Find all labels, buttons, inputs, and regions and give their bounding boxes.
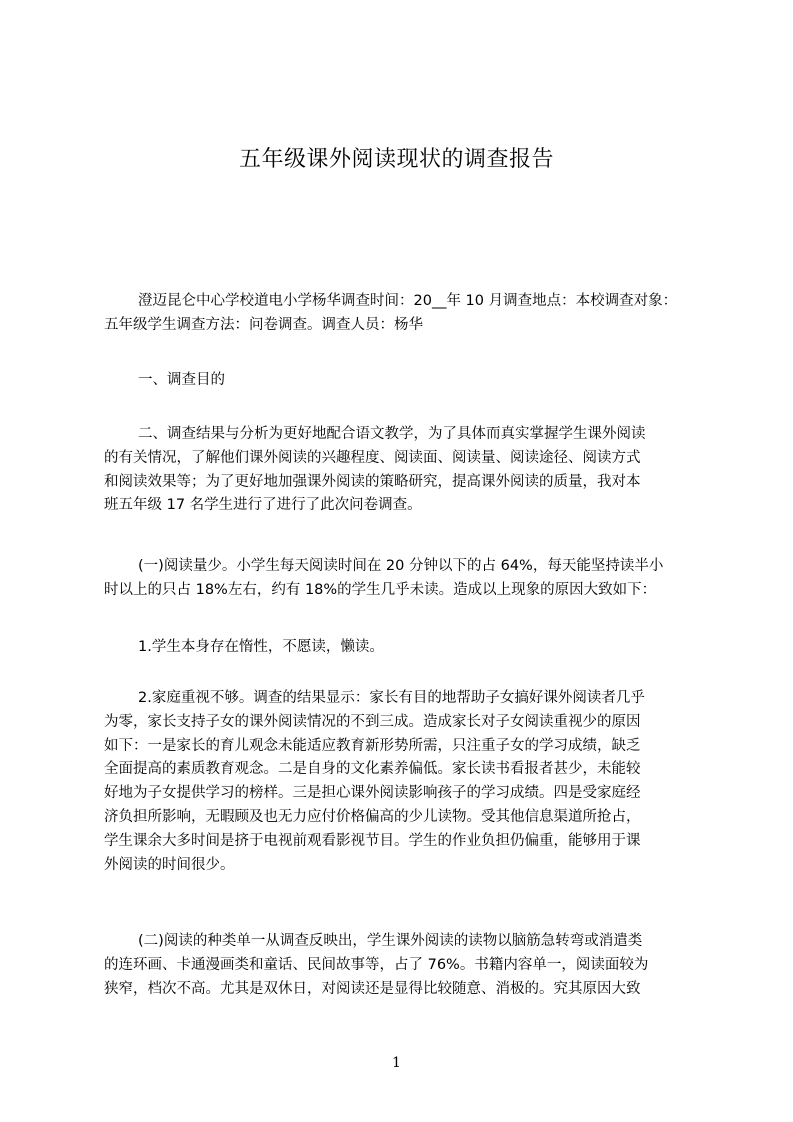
point-one-paragraph <box>104 636 714 660</box>
section-heading-purpose <box>104 369 714 393</box>
paragraph-line: 1.学生本身存在惰性，不愿读，懒读。 <box>138 639 384 655</box>
paragraph-line: (一)阅读量少。小学生每天阅读时间在 20 分钟以下的占 64%，每天能坚持读半小 <box>138 558 664 574</box>
paragraph-line: 的有关情况，了解他们课外阅读的兴趣程度、阅读面、阅读量、阅读途径、阅读方式 <box>104 449 641 466</box>
paragraph-line: 2.家庭重视不够。调查的结果显示：家长有目的地帮助子女搞好课外阅读者几乎 <box>138 690 645 706</box>
paragraph-line: 的连环画、卡通漫画类和童话、民间故事等，占了 76%。书籍内容单一，阅读面较为 <box>104 956 649 973</box>
paragraph-line: 济负担所影响，无暇顾及也无力应付价格偏高的少儿读物。受其他信息渠道所抢占， <box>104 808 641 825</box>
results-paragraph <box>104 423 714 518</box>
paragraph-line: 和阅读效果等；为了更好地加强课外阅读的策略研究，提高课外阅读的质量，我对本 <box>104 473 641 490</box>
paragraph-line: 学生课余大多时间是挤于电视前观看影视节目。学生的作业负担仍偏重，能够用于课 <box>104 832 641 849</box>
paragraph-line: 时以上的只占 18%左右，约有 18%的学生几乎未读。造成以上现象的原因大致如下： <box>104 581 657 598</box>
paragraph-line: 全面提高的素质教育观念。二是自身的文化素养偏低。家长读书看报者甚少，未能较 <box>104 761 641 778</box>
reading-amount-paragraph <box>104 555 714 603</box>
paragraph-line: 为零，家长支持子女的课外阅读情况的不到三成。造成家长对子女阅读重视少的原因 <box>104 713 641 730</box>
paragraph-line: 狭窄，档次不高。尤其是双休日，对阅读还是显得比较随意、消极的。究其原因大致 <box>104 980 641 997</box>
paragraph-line: 二、调查结果与分析为更好地配合语文教学，为了具体而真实掌握学生课外阅读 <box>138 426 646 442</box>
paragraph-line: 如下：一是家长的育儿观念未能适应教育新形势所需，只注重子女的学习成绩，缺乏 <box>104 737 641 754</box>
intro-line: 澄迈昆仑中心学校道电小学杨华调查时间：20__年 10 月调查地点：本校调查对象： <box>138 293 678 309</box>
paragraph-line: (二)阅读的种类单一从调查反映出，学生课外阅读的读物以脑筋急转弯或消遣类 <box>138 933 643 949</box>
point-two-paragraph <box>104 687 714 877</box>
page-number: 1 <box>392 1055 401 1071</box>
paragraph-line: 班五年级 17 名学生进行了进行了此次问卷调查。 <box>104 497 422 514</box>
paragraph-line: 好地为子女提供学习的榜样。三是担心课外阅读影响孩子的学习成绩。四是受家庭经 <box>104 785 641 802</box>
intro-line: 五年级学生调查方法：问卷调查。调查人员：杨华 <box>104 316 423 333</box>
document-title: 五年级课外阅读现状的调查报告 <box>238 147 554 172</box>
section-heading: 一、调查目的 <box>138 372 225 388</box>
reading-types-paragraph <box>104 930 714 1001</box>
intro-paragraph <box>104 290 714 338</box>
paragraph-line: 外阅读的时间很少。 <box>104 856 235 873</box>
